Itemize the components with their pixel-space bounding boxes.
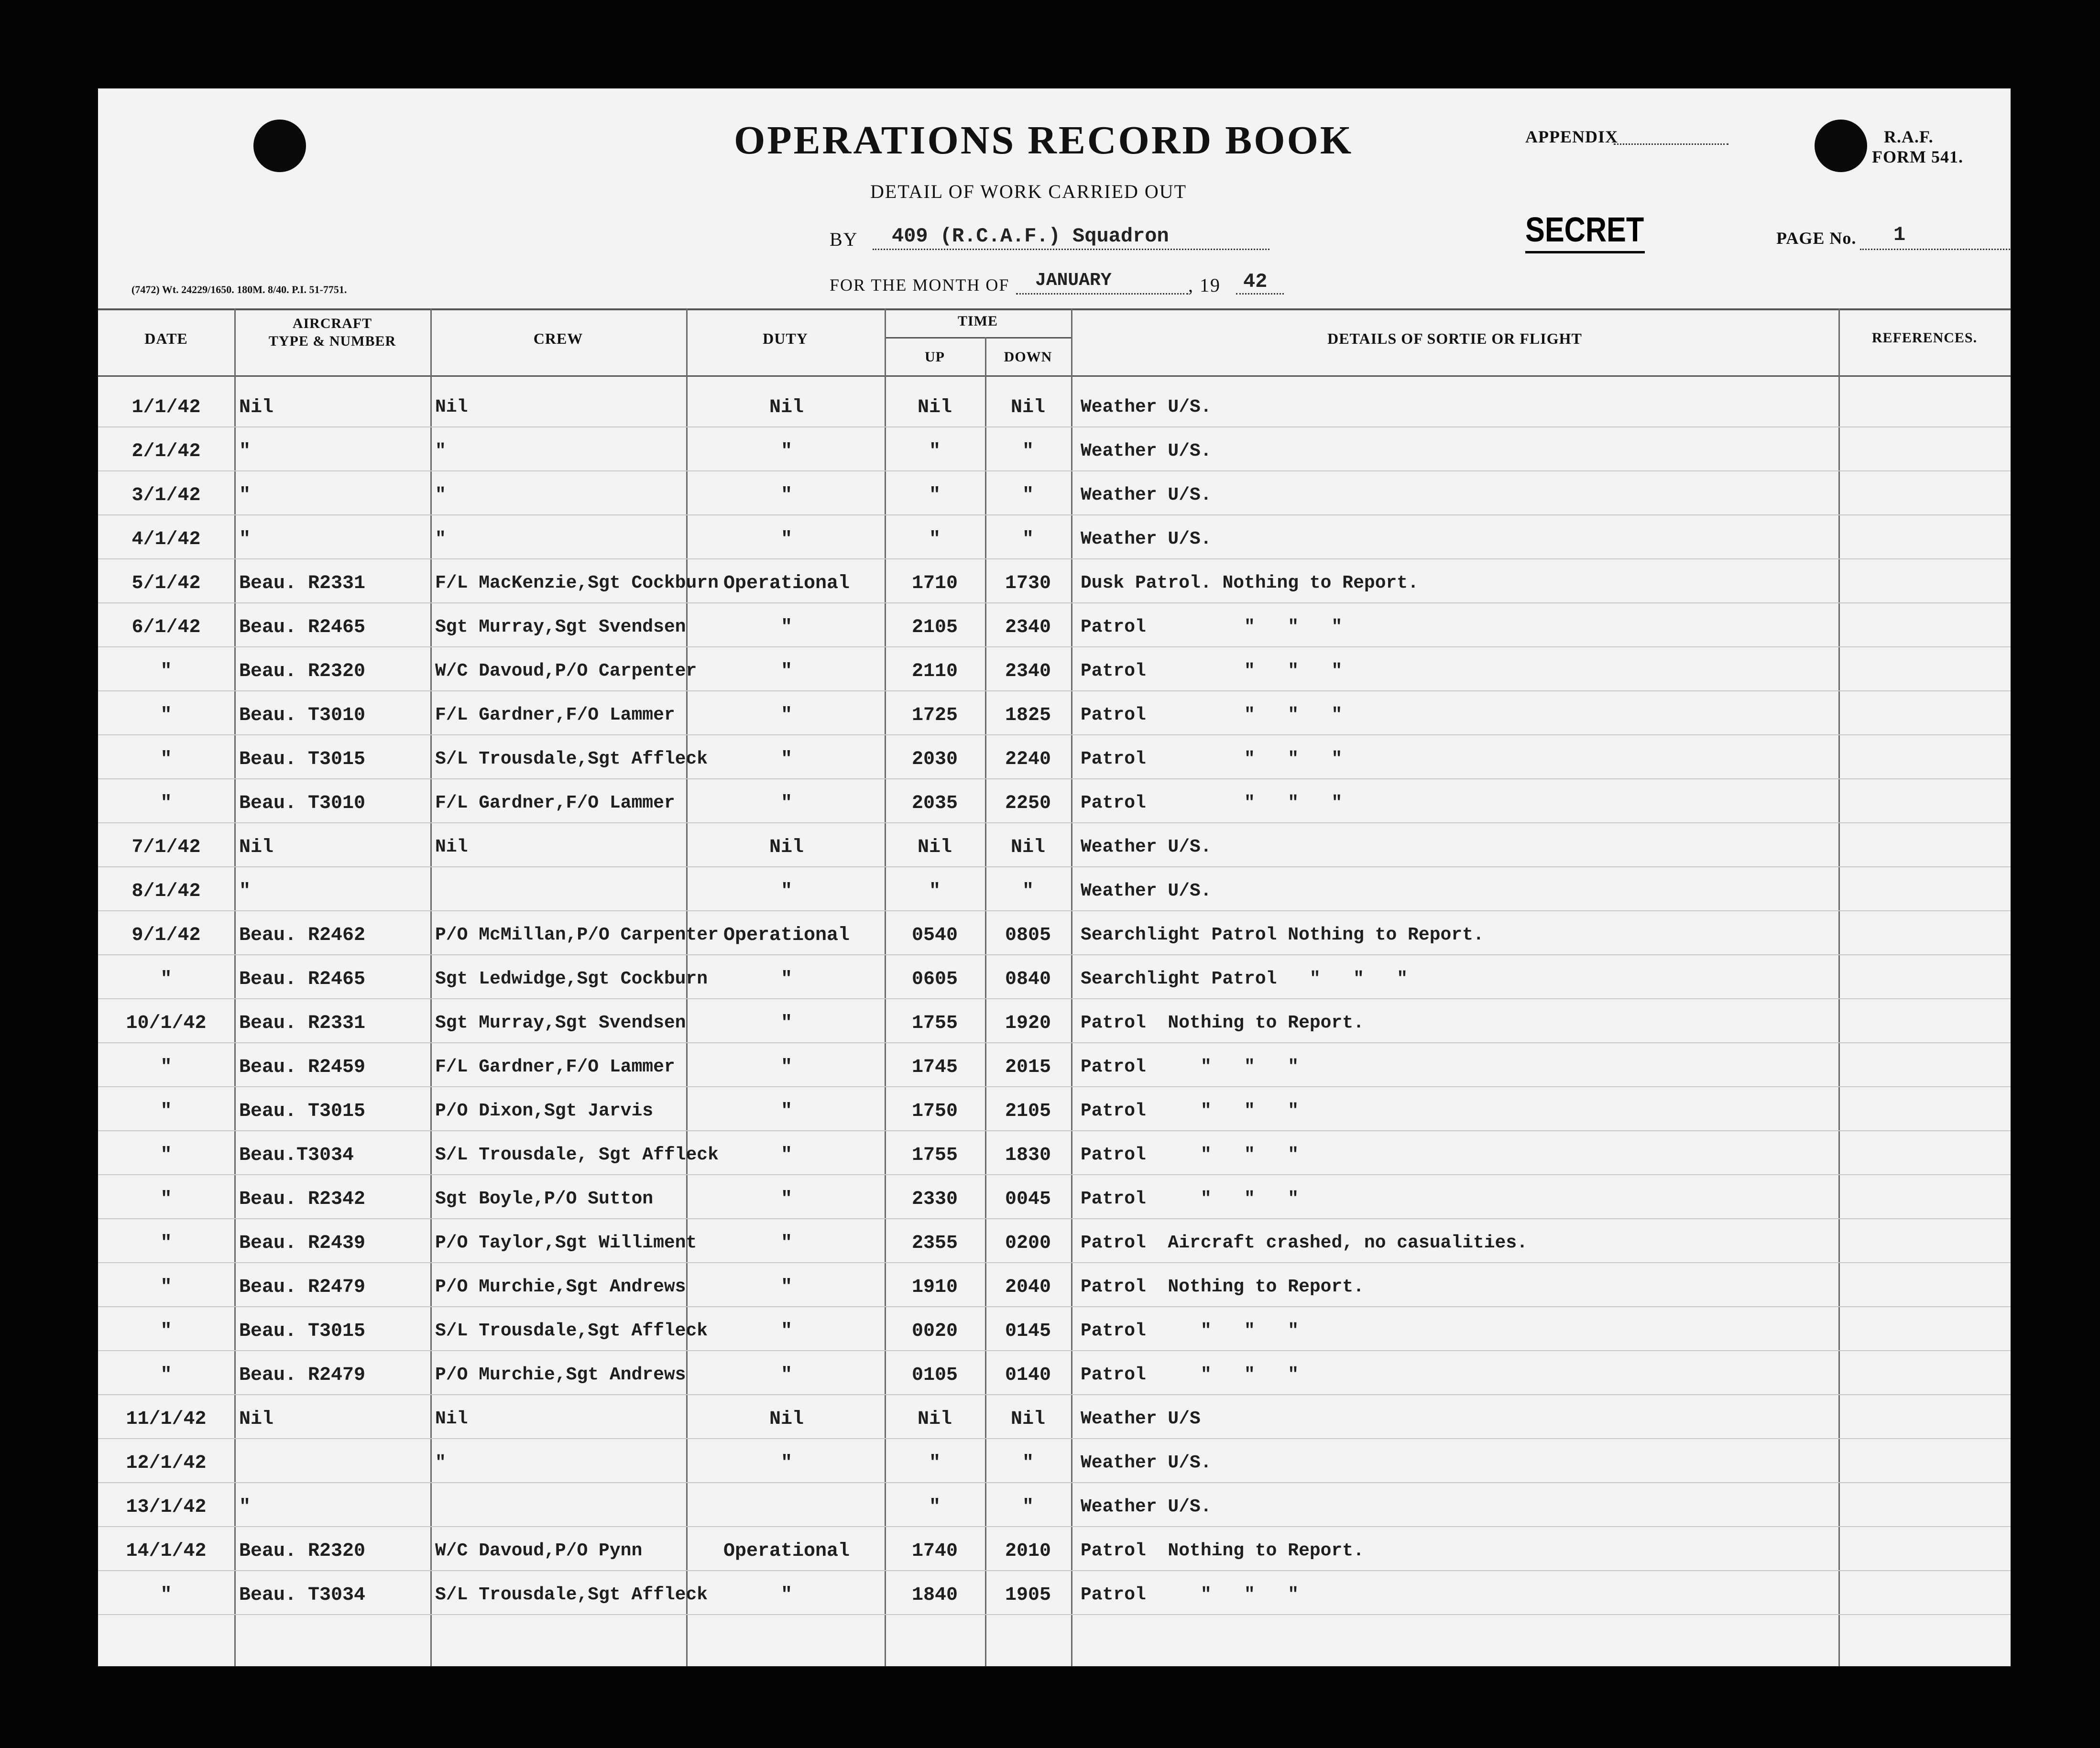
cell-up: 1755 [911,1013,958,1034]
cell-date: " [160,705,172,726]
cell-aircraft: Beau. R2320 [239,661,366,682]
cell-details: Patrol Nothing to Report. [1081,1013,1364,1033]
cell-crew: S/L Trousdale,Sgt Affleck [435,749,708,769]
cell-up: 0540 [911,925,958,946]
cell-up: " [929,1453,941,1474]
cell-duty: " [780,617,792,638]
cell-aircraft: " [239,529,251,550]
cell-aircraft: Beau. T3010 [239,793,366,814]
row-rule [98,1174,2011,1175]
cell-down: " [1022,485,1034,506]
header-crew: CREW [533,330,583,347]
cell-date: " [160,1365,172,1386]
header-aircraft: AIRCRAFT [292,316,372,331]
cell-down: Nil [1010,1409,1045,1430]
row-rule [98,910,2011,911]
cell-date: " [160,969,172,990]
row-rule [98,1218,2011,1219]
cell-details: Weather U/S. [1081,837,1212,857]
cell-details: Patrol " " " [1081,1145,1299,1165]
cell-details: Weather U/S [1081,1409,1201,1429]
header-up: UP [925,349,945,365]
squadron-name: 409 (R.C.A.F.) Squadron [892,225,1169,248]
cell-crew: P/O McMillan,P/O Carpenter [435,925,719,945]
header-details: DETAILS OF SORTIE OR FLIGHT [1327,330,1582,347]
header-down: DOWN [1004,349,1052,365]
cell-details: Patrol Aircraft crashed, no casualities. [1081,1233,1528,1253]
cell-duty: " [780,1453,792,1474]
cell-down: 0045 [1005,1189,1051,1210]
cell-details: Patrol " " " [1081,1584,1299,1605]
cell-date: 11/1/42 [126,1409,207,1430]
row-rule [98,734,2011,735]
cell-down: 1830 [1005,1145,1051,1166]
print-code: (7472) Wt. 24229/1650. 180M. 8/40. P.I. 51-7751. [131,284,347,295]
cell-duty: " [780,1321,792,1342]
row-rule [98,558,2011,559]
cell-aircraft: Nil [239,1409,274,1430]
cell-duty: Operational [723,573,850,594]
row-rule [98,1614,2011,1615]
cell-date: 2/1/42 [131,441,201,462]
cell-up: 2110 [911,661,958,682]
year-prefix: , 19 [1188,274,1221,296]
cell-up: 1745 [911,1057,958,1078]
cell-crew: P/O Murchie,Sgt Andrews [435,1365,686,1385]
row-rule [98,778,2011,779]
row-rule [98,1306,2011,1307]
cell-details: Patrol " " " [1081,1101,1299,1121]
cell-date: " [160,793,172,814]
cell-date: 1/1/42 [131,397,201,418]
cell-down: 2105 [1005,1101,1051,1122]
cell-duty: " [780,1189,792,1210]
secret-stamp: SECRET [1525,211,1644,249]
page-number: 1 [1893,223,1906,246]
cell-aircraft: " [239,881,251,902]
cell-down: " [1022,1453,1034,1474]
cell-duty: " [780,1584,792,1606]
cell-details: Dusk Patrol. Nothing to Report. [1081,573,1419,593]
cell-down: " [1022,529,1034,550]
cell-duty: Operational [723,925,850,946]
cell-crew: S/L Trousdale, Sgt Affleck [435,1145,719,1165]
cell-up: 2030 [911,749,958,770]
cell-aircraft: Beau.T3034 [239,1145,354,1166]
cell-details: Patrol " " " [1081,793,1343,813]
cell-details: Patrol " " " [1081,617,1343,637]
row-rule [98,954,2011,955]
cell-crew: S/L Trousdale,Sgt Affleck [435,1321,708,1341]
cell-down: " [1022,1497,1034,1518]
cell-duty: " [780,1233,792,1254]
cell-details: Searchlight Patrol Nothing to Report. [1081,925,1484,945]
cell-down: 2250 [1005,793,1051,814]
raf-label: R.A.F. [1884,127,1934,146]
cell-down: 2010 [1005,1540,1051,1562]
cell-aircraft: Beau. R2479 [239,1277,366,1298]
cell-up: 1840 [911,1584,958,1606]
row-rule [98,1570,2011,1571]
row-rule [98,426,2011,427]
cell-details: Weather U/S. [1081,441,1212,461]
cell-date: 14/1/42 [126,1540,207,1562]
cell-aircraft: Beau. R2459 [239,1057,366,1078]
header-duty: DUTY [763,330,808,347]
cell-up: 1710 [911,573,958,594]
cell-up: 0020 [911,1321,958,1342]
cell-crew: P/O Taylor,Sgt Williment [435,1233,697,1253]
cell-details: Patrol " " " [1081,1189,1299,1209]
cell-crew: F/L Gardner,F/O Lammer [435,793,675,813]
cell-date: " [160,661,172,682]
row-rule [98,1394,2011,1395]
cell-up: 0105 [911,1365,958,1386]
cell-crew: Nil [435,837,468,857]
cell-date: 12/1/42 [126,1453,207,1474]
cell-duty: " [780,529,792,550]
cell-up: 0605 [911,969,958,990]
cell-crew: Sgt Murray,Sgt Svendsen [435,1013,686,1033]
cell-crew: Nil [435,397,468,417]
cell-duty: " [780,705,792,726]
appendix-label: APPENDIX [1525,127,1618,146]
row-rule [98,1438,2011,1439]
form-541-sheet [98,88,2011,1666]
cell-up: " [929,1497,941,1518]
cell-down: 2240 [1005,749,1051,770]
cell-down: 2015 [1005,1057,1051,1078]
row-rule [98,646,2011,647]
cell-date: " [160,1277,172,1298]
cell-crew: F/L MacKenzie,Sgt Cockburn [435,573,719,593]
cell-aircraft: Beau. T3015 [239,749,366,770]
cell-details: Weather U/S. [1081,881,1212,901]
cell-date: 13/1/42 [126,1497,207,1518]
cell-duty: " [780,1101,792,1122]
cell-aircraft: " [239,485,251,506]
cell-duty: " [780,1057,792,1078]
cell-date: 10/1/42 [126,1013,207,1034]
cell-date: " [160,1584,172,1606]
year-value: 42 [1243,270,1268,293]
cell-up: Nil [917,1409,952,1430]
cell-date: 4/1/42 [131,529,201,550]
cell-date: " [160,1321,172,1342]
cell-aircraft: Nil [239,837,274,858]
cell-details: Patrol " " " [1081,661,1343,681]
row-rule [98,822,2011,823]
form-number-label: FORM 541. [1872,147,1963,166]
cell-aircraft: Beau. T3010 [239,705,366,726]
cell-up: " [929,529,941,550]
cell-crew: S/L Trousdale,Sgt Affleck [435,1584,708,1605]
cell-up: 1755 [911,1145,958,1166]
cell-crew: Sgt Boyle,P/O Sutton [435,1189,654,1209]
cell-up: " [929,441,941,462]
cell-crew: Nil [435,1409,468,1429]
cell-date: 8/1/42 [131,881,201,902]
cell-date: 9/1/42 [131,925,201,946]
cell-date: " [160,1145,172,1166]
cell-duty: Operational [723,1540,850,1562]
cell-duty: " [780,1013,792,1034]
cell-up: 1740 [911,1540,958,1562]
cell-details: Patrol " " " [1081,1057,1299,1077]
cell-up: Nil [917,397,952,418]
cell-details: Patrol Nothing to Report. [1081,1277,1364,1297]
cell-aircraft: Beau. R2320 [239,1540,366,1562]
cell-duty: Nil [769,397,804,418]
cell-duty: " [780,1277,792,1298]
cell-down: 0145 [1005,1321,1051,1342]
header-date: DATE [144,330,188,347]
row-rule [98,1262,2011,1263]
cell-down: " [1022,881,1034,902]
cell-aircraft: Nil [239,397,274,418]
cell-crew: W/C Davoud,P/O Pynn [435,1540,643,1561]
cell-down: 1825 [1005,705,1051,726]
cell-up: " [929,881,941,902]
cell-duty: " [780,1145,792,1166]
form-subtitle: DETAIL OF WORK CARRIED OUT [870,181,1187,202]
cell-details: Weather U/S. [1081,485,1212,505]
cell-aircraft: Beau. R2462 [239,925,366,946]
cell-down: Nil [1010,397,1045,418]
cell-duty: Nil [769,1409,804,1430]
cell-crew: F/L Gardner,F/O Lammer [435,1057,675,1077]
row-rule [98,866,2011,867]
cell-aircraft: Beau. R2439 [239,1233,366,1254]
cell-duty: " [780,441,792,462]
cell-aircraft: Beau. R2342 [239,1189,366,1210]
cell-crew: " [435,1453,446,1473]
cell-duty: " [780,793,792,814]
form-title: OPERATIONS RECORD BOOK [734,118,1354,163]
month-label: FOR THE MONTH OF [830,275,1010,295]
cell-up: 1725 [911,705,958,726]
by-label: BY [830,229,858,250]
cell-down: 0200 [1005,1233,1051,1254]
row-rule [98,470,2011,471]
cell-date: 7/1/42 [131,837,201,858]
cell-down: Nil [1010,837,1045,858]
header-aircraft-type: TYPE & NUMBER [268,333,396,349]
cell-crew: W/C Davoud,P/O Carpenter [435,661,697,681]
cell-crew: F/L Gardner,F/O Lammer [435,705,675,725]
cell-duty: " [780,1365,792,1386]
cell-up: 2330 [911,1189,958,1210]
cell-duty: " [780,881,792,902]
row-rule [98,602,2011,603]
cell-down: " [1022,441,1034,462]
cell-up: " [929,485,941,506]
cell-duty: " [780,485,792,506]
left-punch-hole [253,120,306,172]
row-rule [98,514,2011,515]
cell-crew: " [435,441,446,461]
page-label: PAGE No. [1776,229,1857,248]
cell-aircraft: Beau. T3015 [239,1321,366,1342]
cell-details: Patrol Nothing to Report. [1081,1540,1364,1561]
cell-aircraft: Beau. R2331 [239,573,366,594]
cell-aircraft: Beau. T3015 [239,1101,366,1122]
row-rule [98,1350,2011,1351]
row-rule [98,690,2011,691]
cell-details: Weather U/S. [1081,1497,1212,1517]
cell-date: " [160,1233,172,1254]
cell-crew: P/O Dixon,Sgt Jarvis [435,1101,654,1121]
row-rule [98,998,2011,999]
cell-details: Patrol " " " [1081,1321,1299,1341]
cell-up: 1750 [911,1101,958,1122]
cell-aircraft: Beau. R2331 [239,1013,366,1034]
cell-down: 1905 [1005,1584,1051,1606]
cell-aircraft: Beau. R2479 [239,1365,366,1386]
row-rule [98,1130,2011,1131]
cell-up: Nil [917,837,952,858]
cell-date: 5/1/42 [131,573,201,594]
row-rule [98,1042,2011,1043]
cell-down: 2040 [1005,1277,1051,1298]
cell-down: 1730 [1005,573,1051,594]
cell-duty: " [780,661,792,682]
header-references: REFERENCES. [1871,330,1978,346]
month-value: JANUARY [1035,270,1112,291]
cell-up: 2035 [911,793,958,814]
cell-date: " [160,1057,172,1078]
cell-details: Patrol " " " [1081,1365,1299,1385]
cell-up: 2105 [911,617,958,638]
cell-duty: " [780,969,792,990]
cell-aircraft: Beau. R2465 [239,617,366,638]
cell-down: 0805 [1005,925,1051,946]
cell-up: 1910 [911,1277,958,1298]
cell-details: Weather U/S. [1081,1453,1212,1473]
cell-crew: Sgt Murray,Sgt Svendsen [435,617,686,637]
cell-aircraft: Beau. T3034 [239,1584,366,1606]
cell-date: " [160,749,172,770]
cell-date: " [160,1189,172,1210]
cell-up: 2355 [911,1233,958,1254]
cell-date: 6/1/42 [131,617,201,638]
cell-down: 0840 [1005,969,1051,990]
cell-aircraft: " [239,441,251,462]
header-time: TIME [957,313,998,329]
right-punch-hole [1815,120,1867,172]
cell-down: 2340 [1005,617,1051,638]
cell-duty: " [780,749,792,770]
row-rule [98,1482,2011,1483]
cell-details: Patrol " " " [1081,749,1343,769]
cell-aircraft: Beau. R2465 [239,969,366,990]
row-rule [98,1526,2011,1527]
cell-details: Weather U/S. [1081,397,1212,417]
cell-crew: " [435,485,446,505]
cell-duty: Nil [769,837,804,858]
cell-date: " [160,1101,172,1122]
cell-details: Patrol " " " [1081,705,1343,725]
cell-aircraft: " [239,1497,251,1518]
cell-crew: " [435,529,446,549]
cell-down: 1920 [1005,1013,1051,1034]
cell-down: 2340 [1005,661,1051,682]
cell-details: Searchlight Patrol " " " [1081,969,1408,989]
cell-crew: P/O Murchie,Sgt Andrews [435,1277,686,1297]
cell-details: Weather U/S. [1081,529,1212,549]
row-rule [98,1086,2011,1087]
cell-down: 0140 [1005,1365,1051,1386]
cell-date: 3/1/42 [131,485,201,506]
cell-crew: Sgt Ledwidge,Sgt Cockburn [435,969,708,989]
